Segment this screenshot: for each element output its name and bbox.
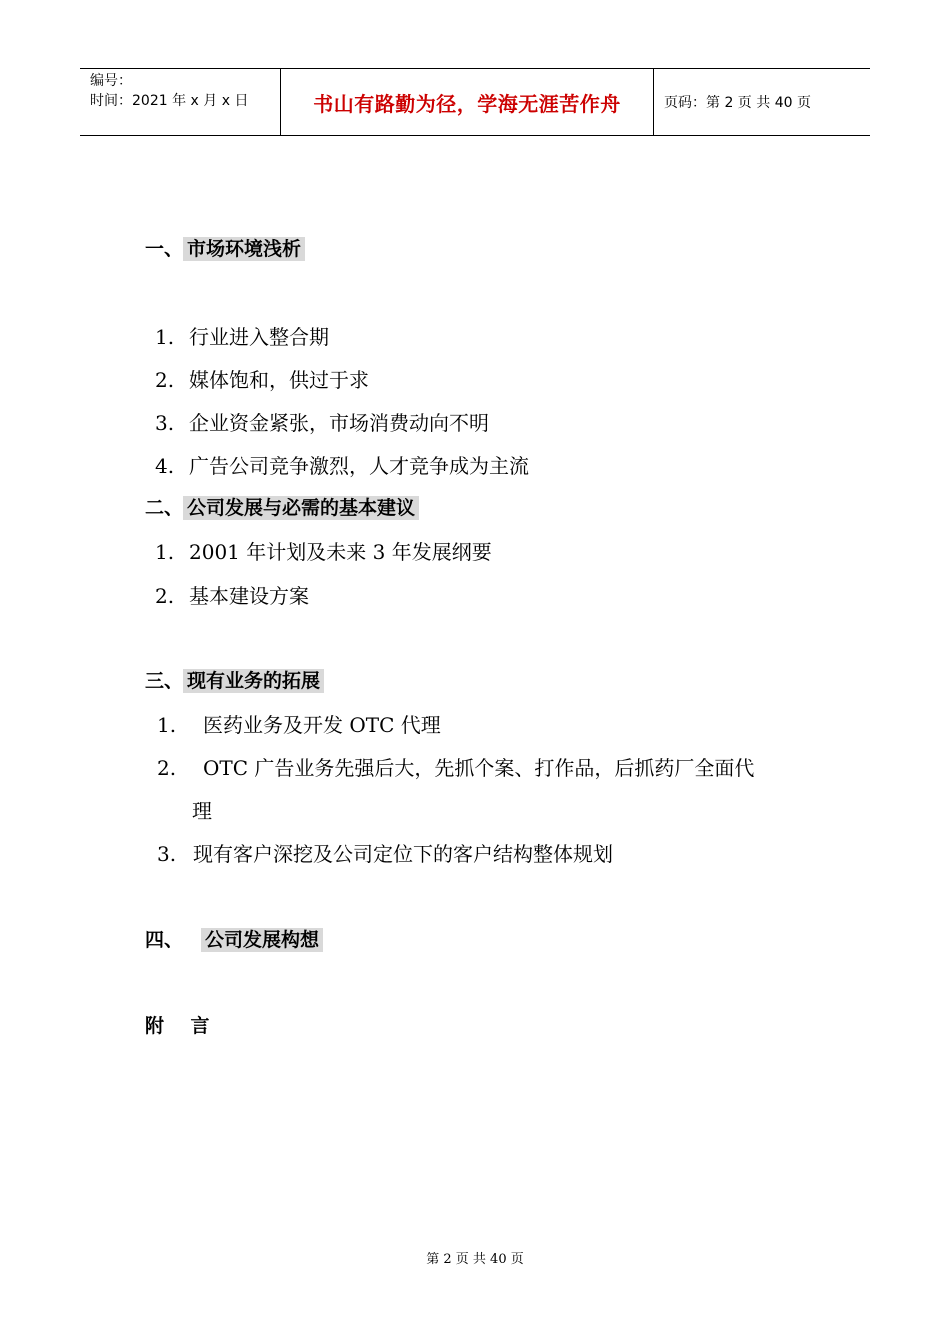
- item-text: 现有客户深挖及公司定位下的客户结构整体规划: [193, 842, 613, 866]
- section-heading-1: [145, 234, 305, 261]
- section-title: 公司发展与必需的基本建议: [183, 496, 419, 520]
- list-item: [157, 752, 754, 781]
- motto-text: 书山有路勤为径，学海无涯苦作舟: [313, 91, 621, 116]
- section-title: 现有业务的拓展: [183, 669, 324, 693]
- item-text: 医药业务及开发 OTC 代理: [203, 713, 441, 737]
- item-number: 2.: [155, 368, 175, 392]
- item-number: 1.: [155, 325, 175, 349]
- item-number: 2.: [157, 756, 177, 780]
- item-text: 行业进入整合期: [189, 325, 329, 349]
- item-number: 3.: [155, 411, 175, 435]
- section-number: 一、: [145, 238, 184, 260]
- item-number: 1.: [157, 713, 177, 737]
- time-label: 时间：2021 年 x 月 x 日: [90, 93, 249, 109]
- section-heading-4: [145, 925, 323, 952]
- page-info-text: 页码：第 2 页 共 40 页: [664, 95, 811, 111]
- header-meta: [80, 69, 281, 135]
- header-motto: [281, 69, 654, 135]
- section-title: 公司发展构想: [201, 928, 323, 952]
- item-text: 企业资金紧张，市场消费动向不明: [189, 411, 489, 435]
- list-item: [155, 580, 309, 609]
- list-item: [155, 450, 529, 479]
- item-number: 1.: [155, 540, 175, 564]
- item-text: 2001 年计划及未来 3 年发展纲要: [189, 540, 492, 564]
- item-text: 广告公司竞争激烈，人才竞争成为主流: [189, 454, 529, 478]
- number-label: 编号：: [90, 73, 132, 89]
- section-number: 二、: [145, 497, 184, 519]
- page-header: [80, 68, 870, 136]
- section-heading-2: [145, 493, 419, 520]
- list-item: [155, 321, 329, 350]
- page-footer: 第 2 页 共 40 页: [426, 1252, 524, 1267]
- list-item: [157, 709, 441, 738]
- list-item: [157, 838, 613, 867]
- list-item: [155, 536, 492, 565]
- section-heading-3: [145, 666, 324, 693]
- item-number: 3.: [157, 842, 177, 866]
- list-item-continuation: [192, 795, 212, 824]
- section-title: 市场环境浅析: [183, 237, 305, 261]
- header-page-info: [654, 69, 870, 135]
- item-text: OTC 广告业务先强后大，先抓个案、打作品，后抓药厂全面代: [203, 756, 755, 780]
- item-number: 4.: [155, 454, 175, 478]
- item-text: 理: [192, 799, 212, 823]
- section-number: 四、: [145, 929, 184, 951]
- item-number: 2.: [155, 584, 175, 608]
- list-item: [155, 407, 489, 436]
- list-item: [155, 364, 369, 393]
- section-number: 三、: [145, 670, 184, 692]
- item-text: 媒体饱和，供过于求: [189, 368, 369, 392]
- item-text: 基本建设方案: [189, 584, 309, 608]
- appendix-heading: 附 言: [145, 1015, 210, 1037]
